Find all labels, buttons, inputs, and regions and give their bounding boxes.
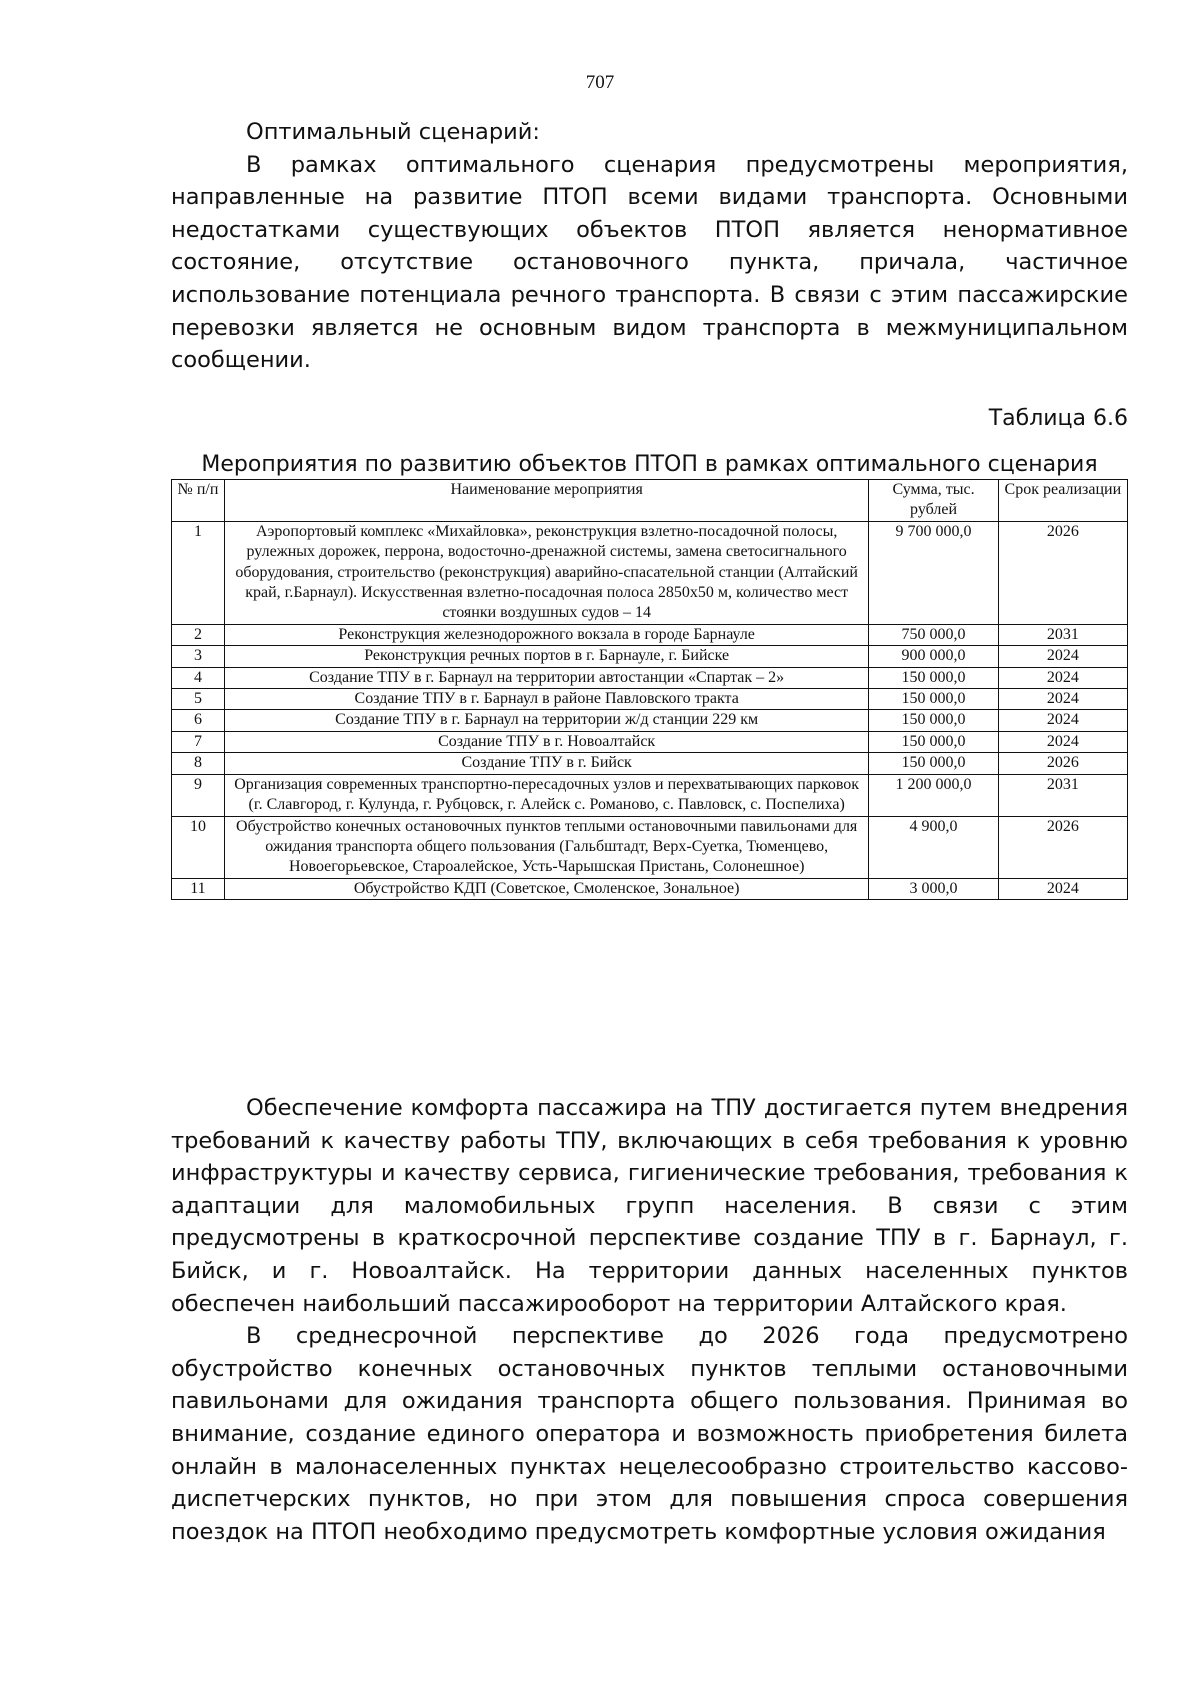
- row-sum: 750 000,0: [869, 624, 998, 645]
- row-sum: 150 000,0: [869, 753, 998, 774]
- header-name: Наименование мероприятия: [224, 480, 868, 522]
- table-row: [172, 646, 1128, 667]
- row-term: 2024: [998, 731, 1127, 752]
- table-row: [172, 689, 1128, 710]
- header-sum: Сумма, тыс. рублей: [869, 480, 998, 522]
- header-num: № п/п: [172, 480, 225, 522]
- page-number: 707: [585, 72, 615, 93]
- table-row: [172, 878, 1128, 899]
- row-term: 2024: [998, 646, 1127, 667]
- table-row: [172, 521, 1128, 624]
- row-sum: 1 200 000,0: [869, 774, 998, 816]
- intro-section: [171, 116, 1128, 377]
- row-name: Аэропортовый комплекс «Михайловка», реконструкция взлетно-посадочной полосы, рулежных дорожек, перрона, водосточно-дренажной системы, замена светосигнального оборудования, строительство (реконструкция) аварийно-спасательной станции (Алтайский край, г.Барнаул). Искусственная взлетно-посадочная полоса 2850х50 м, количество мест стоянки воздушных судов – 14: [224, 521, 868, 624]
- row-term: 2031: [998, 624, 1127, 645]
- row-sum: 150 000,0: [869, 731, 998, 752]
- row-num: 4: [172, 667, 225, 688]
- table-row: [172, 774, 1128, 816]
- row-term: 2026: [998, 753, 1127, 774]
- table-row: [172, 753, 1128, 774]
- row-num: 5: [172, 689, 225, 710]
- row-term: 2024: [998, 878, 1127, 899]
- row-num: 10: [172, 816, 225, 878]
- row-name: Создание ТПУ в г. Новоалтайск: [224, 731, 868, 752]
- row-name: Создание ТПУ в г. Барнаул в районе Павловского тракта: [224, 689, 868, 710]
- row-num: 1: [172, 521, 225, 624]
- row-term: 2024: [998, 667, 1127, 688]
- row-name: Создание ТПУ в г. Барнаул на территории автостанции «Спартак – 2»: [224, 667, 868, 688]
- row-term: 2024: [998, 710, 1127, 731]
- row-name: Создание ТПУ в г. Барнаул на территории ж/д станции 229 км: [224, 710, 868, 731]
- row-num: 2: [172, 624, 225, 645]
- table-row: [172, 710, 1128, 731]
- intro-paragraph: В рамках оптимального сценария предусмотрены мероприятия, направленные на развитие ПТОП всеми видами транспорта. Основными недостатками существующих объектов ПТОП является ненормативное состояние, отсутствие остановочного пункта, причала, частичное использование потенциала речного транспорта. В связи с этим пассажирские перевозки является не основным видом транспорта в межмуниципальном сообщении.: [171, 151, 1128, 374]
- table-row: [172, 667, 1128, 688]
- outro-paragraph-1: Обеспечение комфорта пассажира на ТПУ достигается путем внедрения требований к качеству работы ТПУ, включающих в себя требования к уровню инфраструктуры и качеству сервиса, гигиенические требования, требования к адаптации для маломобильных групп населения. В связи с этим предусмотрены в краткосрочной перспективе создание ТПУ в г. Барнаул, г. Бийск, и г. Новоалтайск. На территории данных населенных пунктов обеспечен наибольший пассажирооборот на территории Алтайского края.: [171, 1095, 1128, 1317]
- table-row: [172, 731, 1128, 752]
- row-name: Обустройство КДП (Советское, Смоленское, Зональное): [224, 878, 868, 899]
- row-num: 7: [172, 731, 225, 752]
- row-sum: 3 000,0: [869, 878, 998, 899]
- table-row: [172, 624, 1128, 645]
- table-caption: Мероприятия по развитию объектов ПТОП в рамках оптимального сценария: [201, 452, 1098, 477]
- row-sum: 900 000,0: [869, 646, 998, 667]
- row-num: 6: [172, 710, 225, 731]
- row-name: Организация современных транспортно-пересадочных узлов и перехватывающих парковок (г. Славгород, г. Кулунда, г. Рубцовск, г. Алейск с. Романово, с. Павловск, с. Поспелиха): [224, 774, 868, 816]
- row-name: Реконструкция речных портов в г. Барнауле, г. Бийске: [224, 646, 868, 667]
- header-term: Срок реализации: [998, 480, 1127, 522]
- table-header-row: [172, 480, 1128, 522]
- row-num: 3: [172, 646, 225, 667]
- row-term: 2031: [998, 774, 1127, 816]
- table-row: [172, 816, 1128, 878]
- row-sum: 9 700 000,0: [869, 521, 998, 624]
- row-name: Создание ТПУ в г. Бийск: [224, 753, 868, 774]
- row-num: 9: [172, 774, 225, 816]
- row-term: 2024: [998, 689, 1127, 710]
- outro-section: [171, 1092, 1128, 1548]
- row-num: 11: [172, 878, 225, 899]
- row-sum: 150 000,0: [869, 689, 998, 710]
- row-sum: 150 000,0: [869, 667, 998, 688]
- row-sum: 150 000,0: [869, 710, 998, 731]
- measures-table: [171, 479, 1128, 900]
- row-num: 8: [172, 753, 225, 774]
- row-name: Обустройство конечных остановочных пунктов теплыми остановочными павильонами для ожидания транспорта общего пользования (Гальбштадт, Верх-Суетка, Тюменцево, Новоегорьевское, Староалейское, Усть-Чарышская Пристань, Солонешное): [224, 816, 868, 878]
- outro-paragraph-2: В среднесрочной перспективе до 2026 года предусмотрено обустройство конечных остановочных пунктов теплыми остановочными павильонами для ожидания транспорта общего пользования. Принимая во внимание, создание единого оператора и возможность приобретения билета онлайн в малонаселенных пунктах нецелесообразно строительство кассово-диспетчерских пунктов, но при этом для повышения спроса совершения поездок на ПТОП необходимо предусмотреть комфортные условия ожидания: [171, 1323, 1128, 1545]
- row-sum: 4 900,0: [869, 816, 998, 878]
- row-term: 2026: [998, 521, 1127, 624]
- row-name: Реконструкция железнодорожного вокзала в городе Барнауле: [224, 624, 868, 645]
- scenario-heading: Оптимальный сценарий:: [246, 119, 540, 145]
- row-term: 2026: [998, 816, 1127, 878]
- table-number-label: Таблица 6.6: [988, 406, 1128, 431]
